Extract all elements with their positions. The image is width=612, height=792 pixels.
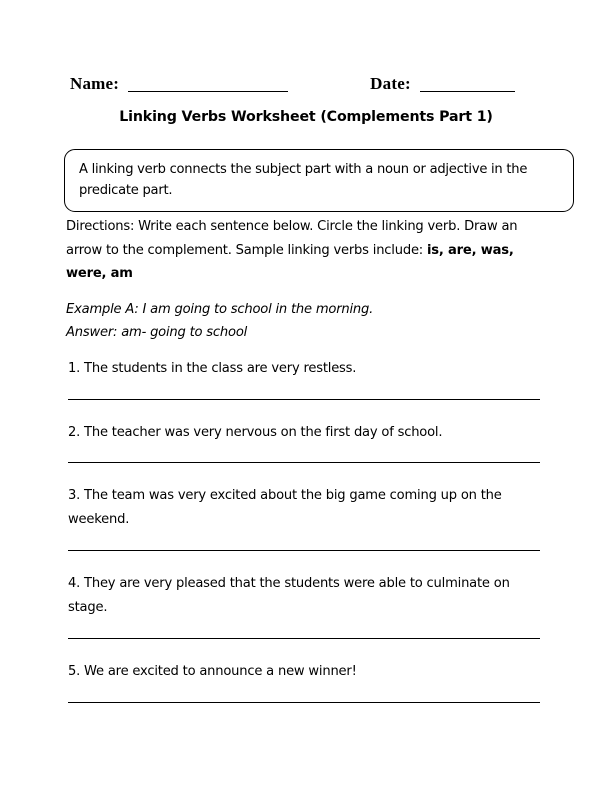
- answer-rule[interactable]: [68, 638, 540, 639]
- header-fields: [70, 68, 542, 92]
- question-item: [68, 572, 542, 639]
- sample-linking-verbs: is, are, was, were, am: [66, 242, 514, 281]
- question-item: [68, 660, 542, 703]
- name-field: [70, 75, 288, 92]
- question-item: [68, 421, 542, 464]
- example-answer: Answer: am- going to school: [66, 325, 248, 340]
- question-item: [68, 357, 542, 400]
- name-input-rule[interactable]: [128, 77, 288, 92]
- question-text: 1. The students in the class are very restless.: [68, 361, 357, 376]
- answer-rule[interactable]: [68, 462, 540, 463]
- answer-rule[interactable]: [68, 702, 540, 703]
- name-label: Name:: [70, 74, 120, 93]
- date-label: Date:: [370, 74, 411, 93]
- date-field: [370, 75, 515, 92]
- question-text: 3. The team was very excited about the big game coming up on the weekend.: [68, 488, 502, 527]
- question-list: [68, 357, 542, 724]
- example-block: [66, 298, 536, 344]
- definition-box: A linking verb connects the subject part with a noun or adjective in the predicate part.: [64, 149, 574, 212]
- example-sentence: Example A: I am going to school in the morning.: [66, 302, 374, 317]
- directions-text: Directions: Write each sentence below. Circle the linking verb. Draw an arrow to the complement. Sample linking verbs include:: [66, 219, 518, 258]
- page-title: Linking Verbs Worksheet (Complements Part 1): [119, 109, 493, 125]
- date-input-rule[interactable]: [420, 77, 515, 92]
- question-text: 2. The teacher was very nervous on the first day of school.: [68, 424, 443, 440]
- answer-rule[interactable]: [68, 550, 540, 551]
- answer-rule[interactable]: [68, 399, 540, 400]
- question-text: 5. We are excited to announce a new winner!: [68, 664, 357, 679]
- question-item: [68, 484, 542, 551]
- question-text: 4. They are very pleased that the students were able to culminate on stage.: [68, 576, 510, 615]
- directions-block: [66, 215, 546, 286]
